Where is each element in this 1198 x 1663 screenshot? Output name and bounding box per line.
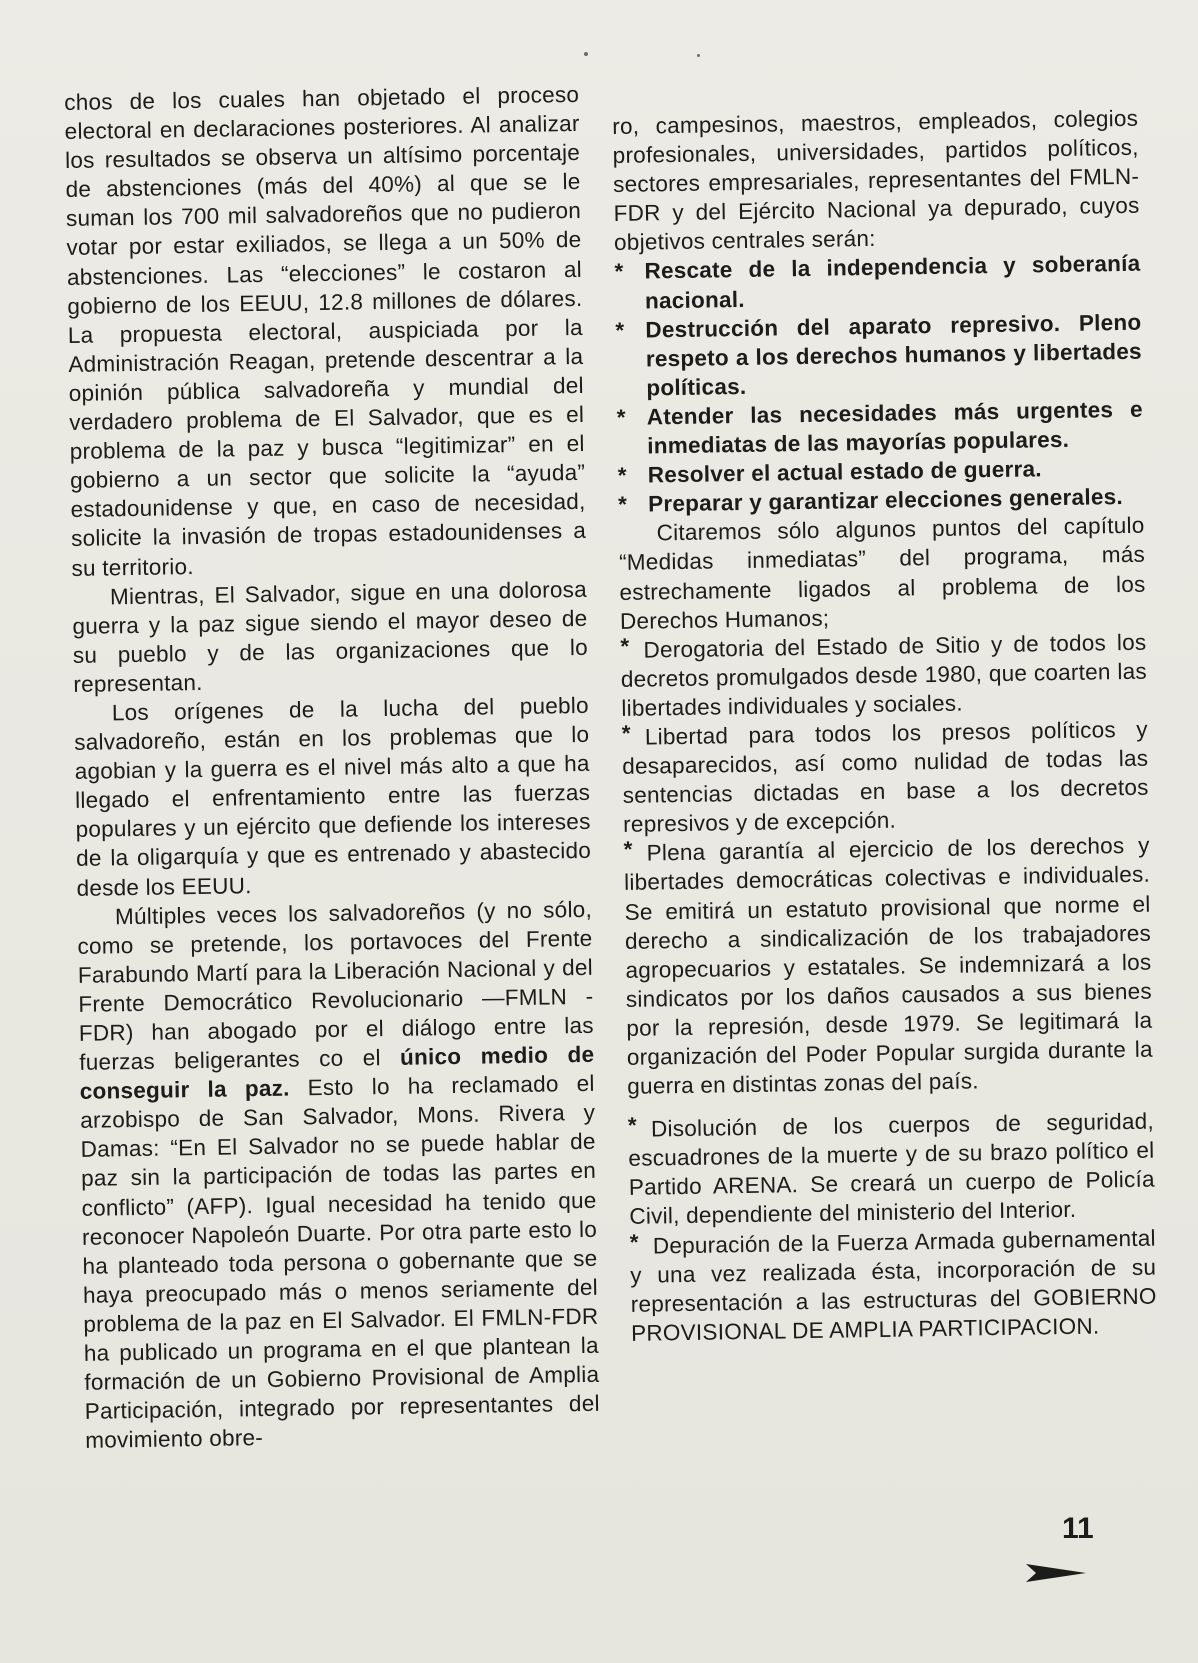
objective-item <box>614 249 1141 315</box>
paragraph-measures-intro: Citaremos sólo algunos puntos del capítulo “Medidas inmediatas” del programa, más estrechamente ligados al problema de los Derechos Humanos; <box>618 512 1146 634</box>
asterisk-icon: * <box>627 1112 638 1139</box>
asterisk-icon: * <box>623 837 633 863</box>
paragraph-origins: Los orígenes de la lucha del pueblo salvadoreño, están en los problemas que lo agobian y la guerra es el nivel más alto a que ha llegado el enfrentamiento entre las fuerzas populares y un ejército que defiende los intereses de la oligarquía y que es entrenado y abastecido desde los EEUU. <box>74 692 592 901</box>
objective-item <box>615 307 1142 403</box>
paragraph-dialogue-emphasis: único medio de conseguir la paz. <box>79 1041 595 1105</box>
asterisk-icon: * <box>615 317 625 343</box>
measure-text: Libertad para todos los presos políticos y desaparecidos, así como nulidad de todas las sentencias dictadas en base a los decretos represivos y de excepción. <box>622 716 1149 838</box>
paragraph-dialogue <box>77 894 601 1455</box>
measure-text: Disolución de los cuerpos de seguridad, escuadrones de la muerte y de su brazo político el Partido ARENA. Se creará un cuerpo de Policía Civil, dependiente del ministerio del Interior. <box>628 1108 1156 1230</box>
asterisk-icon: * <box>616 404 627 430</box>
paragraph-war: Mientras, El Salvador, sigue en una dolorosa guerra y la paz sigue siendo el mayor deseo de su pueblo y de las organizaciones que lo representan. <box>72 576 589 697</box>
arrow-right-icon <box>1026 1562 1086 1584</box>
asterisk-icon: * <box>620 633 630 659</box>
objective-text: Atender las necesidades más urgentes e inmediatas de las mayorías populares. <box>646 396 1143 459</box>
measure-item <box>623 831 1153 1101</box>
measure-text: Plena garantía al ejercicio de los derechos y libertades democráticas colectivas e individuales. Se emitirá un estatuto provisional que norme el derecho a sindicalización de los trabajadores agropecuarios y estatales. Se indemnizará a los sindicatos por los daños causados a sus bienes por la represión, desde 1979. Se legitimará la organización del Poder Popular surgida durante la guerra en distintas zonas del país. <box>623 832 1153 1099</box>
paragraph-dialogue-text-a: Múltiples veces los salvadoreños (y no sólo, como se pretende, los portavoces del Frente Farabundo Martí para la Liberación Nacional y del Frente Democrático Revolucionario —FMLN - FDR) han abogado por el diálogo entre las fuerzas beligerantes co el <box>77 896 594 1075</box>
measure-item <box>622 715 1150 840</box>
objective-text: Destrucción del aparato represivo. Pleno respeto a los derechos humanos y libertades políticas. <box>645 309 1143 401</box>
asterisk-icon: * <box>614 259 624 285</box>
objective-text: Preparar y garantizar elecciones generales. <box>647 484 1124 517</box>
asterisk-icon: * <box>621 720 631 746</box>
asterisk-icon: * <box>617 492 628 518</box>
measure-text: Depuración de la Fuerza Armada gubernamental y una vez realizada ésta, incorporación de su representación a las estructuras del GOBIERNO PROVISIONAL DE AMPLIA PARTICIPACION. <box>630 1225 1157 1346</box>
asterisk-icon: * <box>629 1229 639 1255</box>
measure-item <box>620 627 1147 723</box>
objectives-list <box>614 249 1144 519</box>
print-speck <box>584 52 588 56</box>
measures-list <box>620 627 1157 1347</box>
measure-item <box>630 1223 1158 1348</box>
objective-item <box>617 395 1144 461</box>
paragraph-elections: chos de los cuales han objetado el proceso electoral en declaraciones posteriores. Al analizar los resultados se observa un altísimo porcentaje de abstenciones (más del 40%) al que se le suman los 700 mil salvadoreños que no pudieron votar por estar exiliados, se llega a un 50% de abstenciones. Las “elecciones” le costaron al gobierno de los EEUU, 12.8 millones de dólares. La propuesta electoral, auspiciada por la Administración Reagan, pretende descentrar a la opinión pública salvadoreña y mundial del verdadero problema de El Salvador, que es el problema de la paz y busca “legitimizar” en el gobierno a un sector que solicite la “ayuda” estadounidense y que, en caso de necesidad, solicite la invasión de tropas estadounidenses a su territorio. <box>64 81 587 581</box>
paragraph-dialogue-text-b: Esto lo ha reclamado el arzobispo de San Salvador, Mons. Rivera y Damas: “En El Salvador no se puede hablar de paz sin la participación de todas las partes en conflicto” (AFP). Igual necesidad ha tenido que reconocer Napoleón Duarte. Por otra parte esto lo ha planteado toda persona o gobernante que se haya preocupado más o menos seriamente del problema de la paz en El Salvador. El FMLN-FDR ha publicado un programa en el que plantean la formación de un Gobierno Provisional de Amplia Participación, integrado por representantes del movimiento obre- <box>80 1070 600 1454</box>
objective-text: Rescate de la independencia y soberanía nacional. <box>644 251 1141 314</box>
asterisk-icon: * <box>617 462 627 489</box>
page-number: 11 <box>1062 1512 1094 1545</box>
print-speck <box>697 54 700 57</box>
right-column <box>612 104 1157 1348</box>
paragraph-government: ro, campesinos, maestros, empleados, colegios profesionales, universidades, partidos políticos, sectores empresariales, representantes del FMLN-FDR y del Ejército Nacional ya depurado, cuyos objetivos centrales serán: <box>612 105 1140 256</box>
left-column <box>64 80 600 1455</box>
measure-text: Derogatoria del Estado de Sitio y de todos los decretos promulgados desde 1980, que coarten las libertades individuales y sociales. <box>620 629 1148 721</box>
objective-text: Resolver el actual estado de guerra. <box>647 456 1043 488</box>
measure-item <box>628 1107 1156 1232</box>
